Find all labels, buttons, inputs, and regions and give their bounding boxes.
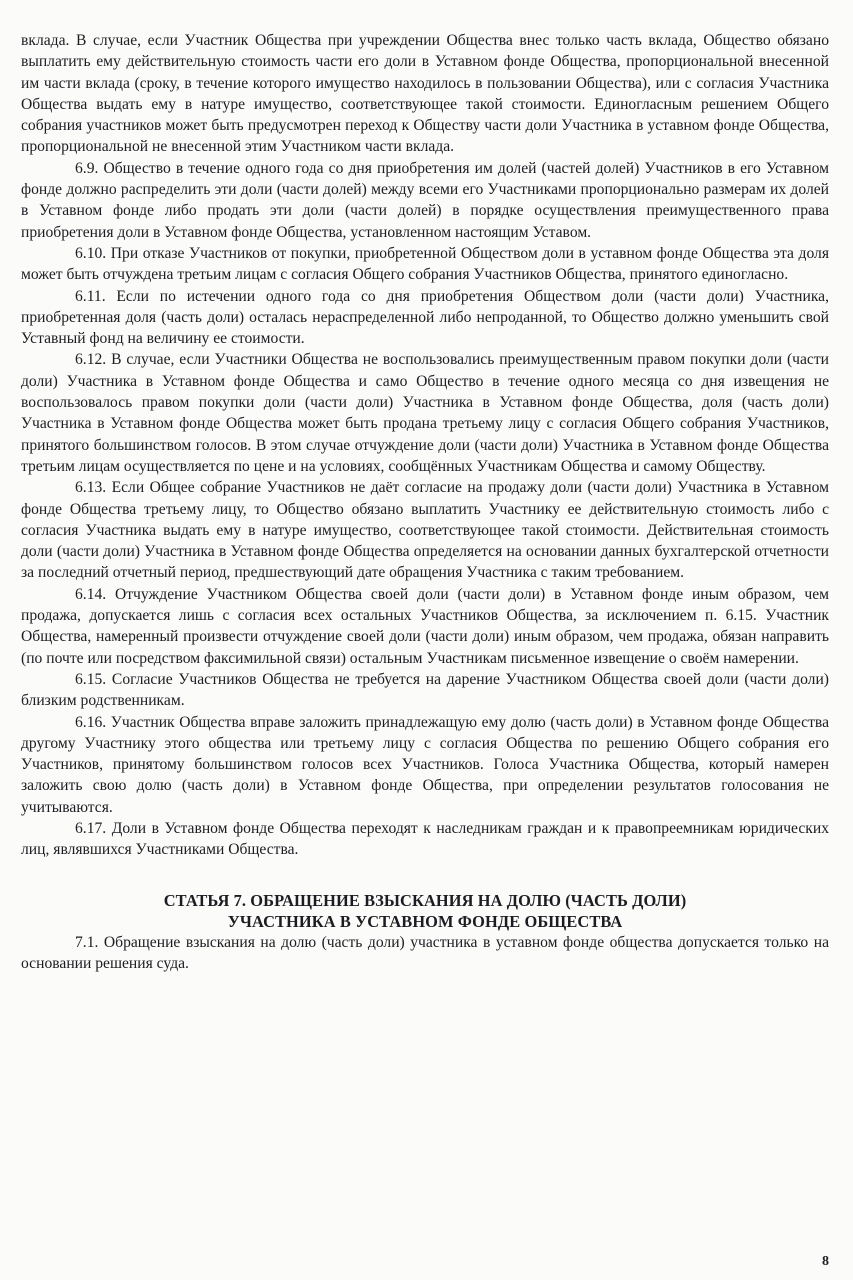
paragraph-6-14: 6.14. Отчуждение Участником Общества своей доли (части доли) в Уставном фонде иным образом, чем продажа, допускается лишь с согласия всех остальных Участников Общества, за исключением п. 6.15. Участник Общества, намеренный произвести отчуждение своей доли (части доли) иным образом, чем продажа, обязан направить (по почте или посредством факсимильной связи) остальным Участникам письменное извещение о своём намерении. bbox=[21, 585, 829, 667]
paragraph-6-12: 6.12. В случае, если Участники Общества не воспользовались преимущественным правом покупки доли (части доли) Участника в Уставном фонде Общества и само Общество в течение одного месяца со дня извещения не воспользовалось правом покупки доли (части доли) Участника в Уставном фонде Общества, доля (часть доли) Участника в Уставном фонде Общества может быть продана третьему лицу с согласия Общего собрания Участников, принятого большинством голосов. В этом случае отчуждение доли (части доли) Участника в Уставном фонде Общества третьим лицам осуществляется по цене и на условиях, сообщённых Участникам Общества и самому Обществу. bbox=[21, 351, 829, 475]
article-heading-line-1: СТАТЬЯ 7. ОБРАЩЕНИЕ ВЗЫСКАНИЯ НА ДОЛЮ (ЧАСТЬ ДОЛИ) bbox=[163, 890, 687, 910]
body-text bbox=[21, 30, 829, 861]
paragraph-7-1: 7.1. Обращение взыскания на долю (часть доли) участника в уставном фонде общества допускается только на основании решения суда. bbox=[21, 933, 829, 972]
page-number: 8 bbox=[822, 1254, 829, 1269]
article-7-heading bbox=[21, 890, 829, 932]
paragraph-6-15: 6.15. Согласие Участников Общества не требуется на дарение Участником Общества своей доли (части доли) близким родственникам. bbox=[21, 670, 829, 710]
paragraph-6-10: 6.10. При отказе Участников от покупки, приобретенной Обществом доли в уставном фонде Общества эта доля может быть отчуждена третьим лицам с согласия Общего собрания Участников Общества, принятого единогласно. bbox=[21, 244, 829, 284]
paragraph-6-9: 6.9. Общество в течение одного года со дня приобретения им долей (частей долей) Участников в его Уставном фонде должно распределить эти доли (части долей) между всеми его Участниками пропорционально размерам их долей в Уставном фонде либо продать эти доли (части долей) в порядке осуществления преимущественного права приобретения доли в Уставном фонде Общества, установленном настоящим Уставом. bbox=[21, 159, 829, 241]
paragraph-6-13: 6.13. Если Общее собрание Участников не даёт согласие на продажу доли (части доли) Участника в Уставном фонде Общества третьему лицу, то Общество обязано выплатить Участнику ее действительную стоимость либо с согласия Участника выдать ему в натуре имущество, соответствующее такой стоимости. Действительная стоимость доли (части доли) Участника в Уставном фонде Общества определяется на основании данных бухгалтерской отчетности за последний отчетный период, предшествующий дате обращения Участника с таким требованием. bbox=[21, 479, 829, 582]
paragraph-6-11: 6.11. Если по истечении одного года со дня приобретения Обществом доли (части доли) Участника, приобретенная доля (часть доли) осталась нераспределенной либо непроданной, то Общество должно уменьшить свой Уставный фонд на величину ее стоимости. bbox=[21, 287, 829, 348]
paragraph-6-16: 6.16. Участник Общества вправе заложить принадлежащую ему долю (часть доли) в Уставном фонде Общества другому Участнику этого общества или третьему лицу с согласия Общества по решению Общего собрания его Участников, принятому большинством голосов всех Участников. Голоса Участника Общества, который намерен заложить свою долю (часть доли) в Уставном фонде Общества, при определении результатов голосования не учитываются. bbox=[21, 713, 829, 816]
article-heading-line-2: УЧАСТНИКА В УСТАВНОМ ФОНДЕ ОБЩЕСТВА bbox=[227, 911, 623, 931]
article-7-body bbox=[21, 932, 829, 975]
paragraph-6-17: 6.17. Доли в Уставном фонде Общества переходят к наследникам граждан и к правопреемникам юридических лиц, являвшихся Участниками Общества. bbox=[21, 819, 829, 859]
paragraph-6-8-continuation: вклада. В случае, если Участник Общества при учреждении Общества внес только часть вклада, Общество обязано выплатить ему действительную стоимость части его доли в Уставном фонде Общества, пропорциональной внесенной им части вклада (сроку, в течение которого имущество находилось в пользовании Общества), или с согласия Участника Общества выдать ему в натуре имущество, соответствующее такой стоимости. Единогласным решением Общего собрания участников может быть предусмотрен переход к Обществу части доли Участника в уставном фонде Общества, пропорциональной не внесенной этим Участником части вклада. bbox=[21, 32, 829, 156]
